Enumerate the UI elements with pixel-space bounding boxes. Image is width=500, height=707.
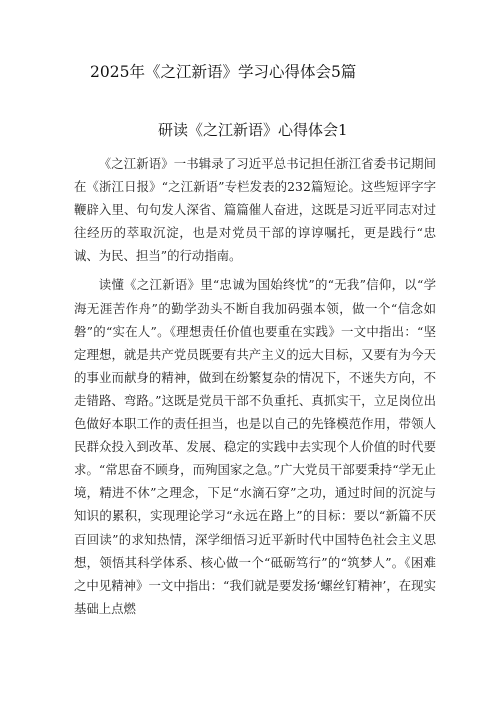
section-title: 研读《之江新语》心得体会1 (158, 121, 348, 139)
document-title: 2025年《之江新语》学习心得体会5篇 (90, 63, 357, 81)
body-text (74, 152, 436, 620)
paragraph: 《之江新语》一书辑录了习近平总书记担任浙江省委书记期间在《浙江日报》“之江新语”专栏发表的232篇短论。这些短评字字鞭辟入里、句句发人深省、篇篇催人奋进，这既是习近平同志对过往经历的萃取沉淀，也是对党员干部的谆谆嘱托，更是践行“忠诚、为民、担当”的行动指南。 (74, 156, 436, 264)
paragraph: 读懂《之江新语》里“忠诚为国始终忧”的“无我”信仰，以“学海无涯苦作舟”的勤学劲头不断自我加码强本领，做一个“信念如磐”的“实在人”。《理想责任价值也要重在实践》一文中指出：“坚定理想，就是共产党员既要有共产主义的远大目标，又要有为今天的事业而献身的精神，做到在纷繁复杂的情况下，不迷失方向，不走错路、弯路。”这既是党员干部不负重托、真抓实干，立足岗位出色做好本职工作的责任担当，也是以自己的先锋模范作用，带领人民群众投入到改革、发展、稳定的实践中去实现个人价值的时代要求。“常思奋不顾身，而殉国家之急。”广大党员干部要秉持“学无止境，精进不休”之理念，下足“水滴石穿”之功，通过时间的沉淀与知识的累积，实现理论学习“永远在路上”的目标：要以“新篇不厌百回读”的求知热情，深学细悟习近平新时代中国特色社会主义思想，领悟其科学体系、核心做一个“砥砺笃行”的“筑梦人”。《困难之中见精神》一文中指出：“我们就是要发扬‘螺丝钉精神’，在现实基础上点燃 (74, 277, 436, 616)
